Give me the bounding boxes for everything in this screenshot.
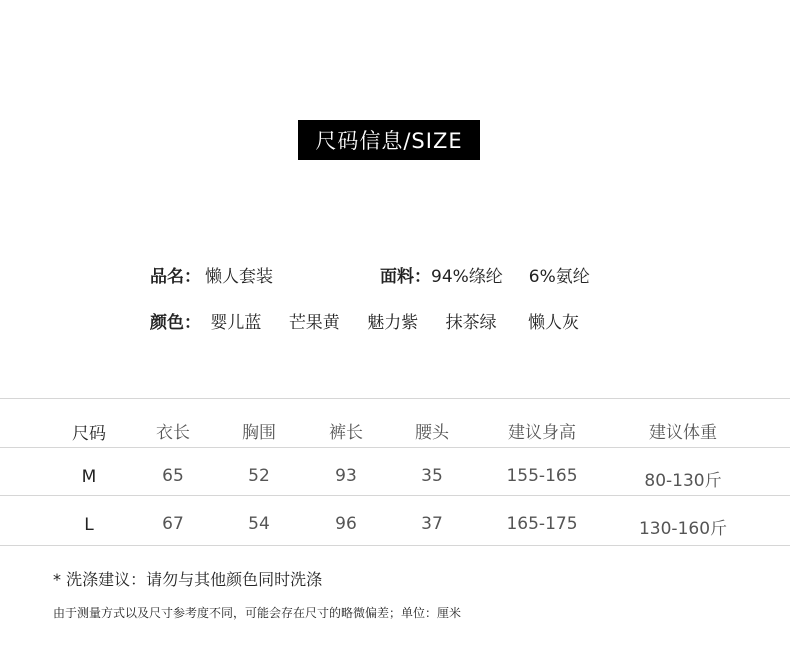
- table-cell: M: [81, 467, 97, 487]
- table-header-cell: 胸围: [242, 423, 276, 443]
- color-option: 抹茶绿: [445, 313, 497, 333]
- color-row: [150, 308, 579, 333]
- color-option: 芒果黄: [288, 313, 340, 333]
- table-cell: 54: [248, 514, 270, 534]
- table-header-cell: 建议体重: [649, 423, 717, 443]
- table-header-divider: [0, 447, 790, 448]
- table-cell: 52: [248, 466, 270, 486]
- table-header-cell: 裤长: [329, 423, 363, 443]
- table-cell: 165-175: [506, 514, 578, 534]
- table-cell: 37: [421, 514, 443, 534]
- table-cell: 65: [162, 466, 184, 486]
- section-title: 尺码信息/SIZE: [298, 120, 480, 160]
- table-top-divider: [0, 398, 790, 399]
- table-row-divider: [0, 495, 790, 496]
- material-value-2: 6%氨纶: [528, 267, 590, 287]
- table-cell: 155-165: [506, 466, 578, 486]
- table-header-cell: 建议身高: [508, 423, 576, 443]
- size-disclaimer: 由于测量方式以及尺寸参考度不同，可能会存在尺寸的略微偏差；单位：厘米: [53, 606, 462, 620]
- table-header-cell: 尺码: [72, 424, 106, 444]
- color-option: 懒人灰: [528, 313, 580, 333]
- table-bottom-divider: [0, 545, 790, 546]
- table-cell: 93: [335, 466, 357, 486]
- table-cell: 67: [162, 514, 184, 534]
- table-cell: 96: [335, 514, 357, 534]
- color-option: 魅力紫: [367, 313, 419, 333]
- color-option: 婴儿蓝: [210, 313, 262, 333]
- table-cell: 80-130斤: [644, 471, 722, 491]
- table-cell: L: [84, 515, 94, 535]
- table-header-cell: 腰头: [415, 423, 449, 443]
- material-row: [380, 262, 590, 287]
- table-cell: 35: [421, 466, 443, 486]
- product-name-value: 懒人套装: [205, 267, 273, 287]
- wash-advice: * 洗涤建议：请勿与其他颜色同时洗涤: [53, 570, 323, 589]
- product-name-row: [150, 262, 273, 287]
- table-header-cell: 衣长: [156, 423, 190, 443]
- table-cell: 130-160斤: [638, 519, 728, 539]
- product-name-label: 品名：: [150, 267, 201, 287]
- color-label: 颜色：: [150, 313, 201, 333]
- material-label: 面料：: [380, 267, 431, 287]
- material-value-1: 94%绦纶: [431, 267, 503, 287]
